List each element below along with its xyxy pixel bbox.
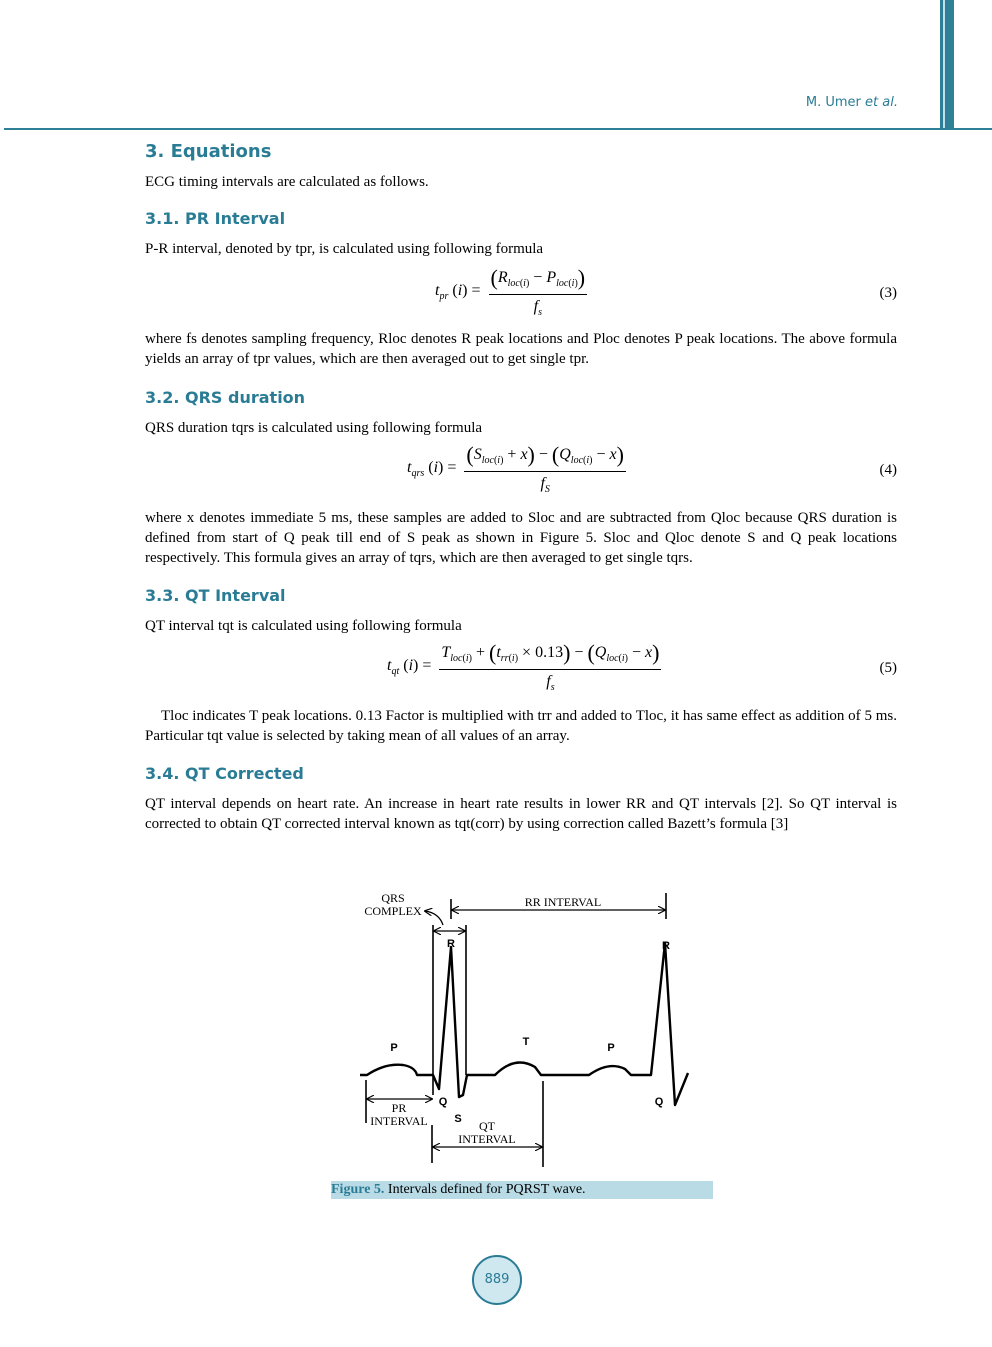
label-qt: QT: [479, 1119, 495, 1133]
label-r2: R: [662, 940, 670, 952]
s31-text: P-R interval, denoted by tpr, is calculated using following formula: [145, 241, 544, 257]
s32-text: QRS duration tqrs is calculated using following formula: [145, 420, 483, 436]
figure-5-caption-label[interactable]: Figure 5.: [331, 1182, 385, 1197]
subsection-3-4-title: 3.4. QT Corrected: [145, 764, 304, 783]
label-rr-interval: RR INTERVAL: [524, 895, 602, 909]
section-title: 3. Equations: [145, 141, 272, 162]
figure-5-caption: [331, 1181, 713, 1199]
equation-5-number: (5): [879, 660, 897, 676]
running-head-etal: et al.: [865, 95, 898, 110]
subsection-3-3-title: 3.3. QT Interval: [145, 586, 286, 605]
subsection-3-2-title: 3.2. QRS duration: [145, 388, 306, 407]
figure-5-ecg-diagram: [355, 885, 695, 1175]
label-q2: Q: [654, 1096, 664, 1108]
page-number: 889: [472, 1255, 522, 1305]
s31-after: where fs denotes sampling frequency, Rloc denotes R peak locations and Ploc denotes P peak locations. The above formula yields an array of tpr values, which are then averaged out to get single tpr.: [145, 331, 897, 367]
equation-4-number: (4): [879, 462, 897, 478]
label-r1: R: [447, 938, 455, 950]
s33-text: QT interval tqt is calculated using following formula: [145, 618, 462, 634]
label-pr: PR: [391, 1101, 407, 1115]
equation-3-number: (3): [879, 285, 897, 301]
s32-after: where x denotes immediate 5 ms, these samples are added to Sloc and are subtracted from Qloc because QRS duration is defined from start of Q peak till end of S peak as shown in Figure 5. Sloc and Qloc denote S and Q peak locations respectively. This formula gives an array of tqrs, which are then averaged to get single tqrs.: [145, 510, 897, 566]
label-qrs: QRS: [381, 891, 405, 905]
label-pr-interval: INTERVAL: [370, 1114, 428, 1128]
subsection-3-1-title: 3.1. PR Interval: [145, 209, 286, 228]
equation-4-formula: $t_{qrs}$ (i) = $\frac{(S_{loc(i)} + x) - (Q_{loc(i)} - x)}{f_S}$: [407, 442, 624, 496]
equation-3: [145, 265, 897, 325]
running-head-author: M. Umer: [805, 95, 861, 110]
label-t: T: [522, 1036, 530, 1048]
s34-text: QT interval depends on heart rate. An increase in heart rate results in lower RR and QT intervals [2]. So QT interval is corrected to obtain QT corrected interval known as tqt(corr) by using correction called Bazett’s formula [3]: [145, 796, 897, 832]
equation-5-formula: $t_{qt}$ (i) = $\frac{T_{loc(i)} + (t_{rr(i)} \times 0.13) - (Q_{loc(i)} - x)}{f_s}$: [387, 640, 660, 694]
label-qt-interval: INTERVAL: [458, 1132, 516, 1146]
section-intro: ECG timing intervals are calculated as follows.: [145, 174, 429, 190]
label-p1: P: [390, 1042, 398, 1054]
label-s: S: [454, 1113, 462, 1125]
label-p2: P: [607, 1042, 615, 1054]
header-accent-bar: [940, 0, 954, 128]
figure-5-caption-text: Intervals defined for PQRST wave.: [387, 1182, 586, 1197]
label-complex: COMPLEX: [364, 904, 422, 918]
header-rule: [4, 128, 992, 130]
equation-4: [145, 442, 897, 502]
ecg-waveform: [360, 943, 688, 1105]
equation-3-formula: $t_{pr}$ (i) = $\frac{(R_{loc(i)} - P_{loc(i)})}{f_s}$: [435, 265, 586, 319]
equation-5: [145, 640, 897, 700]
s33-after: Tloc indicates T peak locations. 0.13 Factor is multiplied with trr and added to Tloc, it has same effect as addition of 5 ms. Particular tqt value is selected by taking mean of all values of an array.: [145, 708, 897, 744]
label-q1: Q: [438, 1096, 448, 1108]
article-body: [145, 140, 897, 834]
qrs-complex-pointer: [425, 911, 443, 925]
running-head: [806, 95, 898, 110]
